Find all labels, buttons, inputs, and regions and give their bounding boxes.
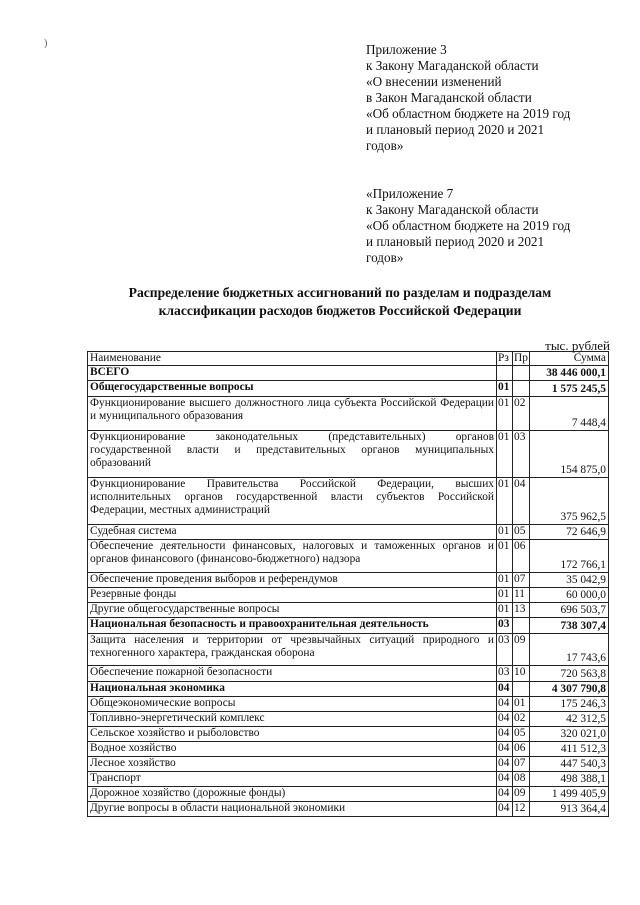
table-row: [88, 478, 609, 525]
row-pr: [513, 682, 530, 697]
appendix-header-2: [366, 186, 616, 266]
table-row: [88, 540, 609, 573]
row-pr: 13: [513, 603, 530, 618]
header-name: Наименование: [88, 352, 497, 366]
title-line-1: Распределение бюджетных ассигнований по разделам и подразделам: [128, 285, 552, 300]
appendix-line: годов»: [366, 250, 404, 265]
table-row: [88, 381, 609, 397]
appendix-header-1: [366, 42, 616, 154]
appendix-line: «Приложение 7: [366, 186, 454, 201]
row-name: Национальная экономика: [88, 682, 497, 697]
row-rz: 01: [497, 381, 513, 397]
row-sum: 35 042,9: [530, 573, 609, 588]
appendix-line: Приложение 3: [366, 42, 447, 57]
row-name: Функционирование законодательных (представительных) органов государственной власти и представительных органов муниципальных образований: [88, 431, 497, 478]
row-pr: 08: [513, 772, 530, 787]
title-line-2: классификации расходов бюджетов Российской Федерации: [158, 303, 522, 318]
appendix-line: к Закону Магаданской области: [366, 202, 539, 217]
row-name: ВСЕГО: [88, 366, 497, 381]
row-rz: 04: [497, 742, 513, 757]
row-pr: 06: [513, 742, 530, 757]
scan-mark: ): [44, 38, 48, 49]
table-row: [88, 634, 609, 666]
row-pr: 09: [513, 634, 530, 666]
header-pr: Пр: [514, 352, 528, 364]
row-name: Обеспечение проведения выборов и референдумов: [88, 573, 497, 588]
appendix-line: к Закону Магаданской области: [366, 58, 539, 73]
row-sum: 17 743,6: [530, 634, 609, 666]
appendix-line: «Об областном бюджете на 2019 год: [366, 218, 571, 233]
row-name: Обеспечение пожарной безопасности: [88, 666, 497, 682]
row-rz: 01: [497, 573, 513, 588]
row-sum: 738 307,4: [530, 618, 609, 634]
row-rz: 03: [497, 618, 513, 634]
table-row: [88, 588, 609, 603]
row-pr: 11: [513, 588, 530, 603]
row-rz: [497, 366, 513, 381]
row-name: Резервные фонды: [88, 588, 497, 603]
table-row: [88, 366, 609, 381]
row-name: Функционирование высшего должностного лица субъекта Российской Федерации и муниципального образования: [88, 397, 497, 431]
header-rz: Рз: [497, 352, 513, 366]
row-sum: 1 499 405,9: [530, 787, 609, 802]
appendix-line: в Закон Магаданской области: [366, 90, 532, 105]
row-rz: 04: [497, 802, 513, 817]
table-row: [88, 666, 609, 682]
row-rz: 01: [497, 478, 513, 525]
row-pr: 09: [513, 787, 530, 802]
row-rz: 01: [497, 588, 513, 603]
row-rz: 01: [497, 525, 513, 540]
row-rz: 04: [497, 772, 513, 787]
table-row: [88, 618, 609, 634]
row-pr: 04: [513, 478, 530, 525]
row-rz: 03: [497, 666, 513, 682]
row-pr: 06: [513, 540, 530, 573]
row-sum: 175 246,3: [530, 697, 609, 712]
appendix-line: годов»: [366, 138, 404, 153]
table-row: [88, 742, 609, 757]
budget-table-body: [88, 352, 609, 817]
table-row: [88, 787, 609, 802]
row-sum: 498 388,1: [530, 772, 609, 787]
row-name: Обеспечение деятельности финансовых, налоговых и таможенных органов и органов финансового (финансово-бюджетного) надзора: [88, 540, 497, 573]
row-sum: 696 503,7: [530, 603, 609, 618]
row-name: Другие общегосударственные вопросы: [88, 603, 497, 618]
row-pr: 12: [513, 802, 530, 817]
row-rz: 01: [497, 397, 513, 431]
table-row: [88, 712, 609, 727]
row-name: Транспорт: [88, 772, 497, 787]
row-name: Дорожное хозяйство (дорожные фонды): [88, 787, 497, 802]
appendix-line: «О внесении изменений: [366, 74, 502, 89]
table-row: [88, 682, 609, 697]
row-rz: 01: [497, 431, 513, 478]
row-name: Функционирование Правительства Российской Федерации, высших исполнительных органов государственной власти субъектов Российской Федерации, местных администраций: [88, 478, 497, 525]
row-pr: 10: [513, 666, 530, 682]
row-sum: 320 021,0: [530, 727, 609, 742]
row-sum: 60 000,0: [530, 588, 609, 603]
row-pr: 03: [513, 431, 530, 478]
row-pr: 05: [513, 525, 530, 540]
row-rz: 01: [497, 603, 513, 618]
table-row: [88, 573, 609, 588]
row-pr: 02: [513, 397, 530, 431]
appendix-line: «Об областном бюджете на 2019 год: [366, 106, 571, 121]
row-name: Общегосударственные вопросы: [88, 381, 497, 397]
row-pr: 07: [513, 573, 530, 588]
row-name: Топливно-энергетический комплекс: [88, 712, 497, 727]
row-sum: 154 875,0: [530, 431, 609, 478]
row-sum: 913 364,4: [530, 802, 609, 817]
row-name: Другие вопросы в области национальной экономики: [88, 802, 497, 817]
row-name: Водное хозяйство: [88, 742, 497, 757]
row-sum: 1 575 245,5: [530, 381, 609, 397]
row-sum: 42 312,5: [530, 712, 609, 727]
table-row: [88, 603, 609, 618]
table-row: [88, 757, 609, 772]
row-name: Общеэкономические вопросы: [88, 697, 497, 712]
row-pr: 02: [513, 712, 530, 727]
row-sum: 4 307 790,8: [530, 682, 609, 697]
table-header-row: [88, 352, 609, 366]
table-row: [88, 397, 609, 431]
row-sum: 172 766,1: [530, 540, 609, 573]
row-rz: 04: [497, 787, 513, 802]
row-rz: 04: [497, 712, 513, 727]
row-sum: 72 646,9: [530, 525, 609, 540]
row-name: Национальная безопасность и правоохранительная деятельность: [88, 618, 497, 634]
table-row: [88, 525, 609, 540]
row-rz: 03: [497, 634, 513, 666]
row-rz: 04: [497, 757, 513, 772]
row-pr: [513, 381, 530, 397]
document-title: [60, 284, 620, 320]
appendix-line: и плановый период 2020 и 2021: [366, 234, 545, 249]
table-row: [88, 431, 609, 478]
table-row: [88, 727, 609, 742]
row-sum: 447 540,3: [530, 757, 609, 772]
row-sum: 720 563,8: [530, 666, 609, 682]
row-name: Лесное хозяйство: [88, 757, 497, 772]
row-rz: 01: [497, 540, 513, 573]
budget-table: [87, 351, 609, 817]
row-sum: 375 962,5: [530, 478, 609, 525]
row-name: Сельское хозяйство и рыболовство: [88, 727, 497, 742]
row-sum: 411 512,3: [530, 742, 609, 757]
table-row: [88, 802, 609, 817]
row-rz: 04: [497, 682, 513, 697]
table-row: [88, 697, 609, 712]
row-pr: 05: [513, 727, 530, 742]
row-name: Защита населения и территории от чрезвычайных ситуаций природного и техногенного характера, гражданская оборона: [88, 634, 497, 666]
row-pr: 07: [513, 757, 530, 772]
table-row: [88, 772, 609, 787]
row-pr: [513, 366, 530, 381]
row-rz: 04: [497, 727, 513, 742]
row-sum: 38 446 000,1: [530, 366, 609, 381]
row-pr: 01: [513, 697, 530, 712]
units-label: тыс. рублей: [545, 338, 610, 353]
header-sum: Сумма: [530, 352, 609, 366]
appendix-line: и плановый период 2020 и 2021: [366, 122, 545, 137]
row-sum: 7 448,4: [530, 397, 609, 431]
row-rz: 04: [497, 697, 513, 712]
row-pr: [513, 618, 530, 634]
row-name: Судебная система: [88, 525, 497, 540]
